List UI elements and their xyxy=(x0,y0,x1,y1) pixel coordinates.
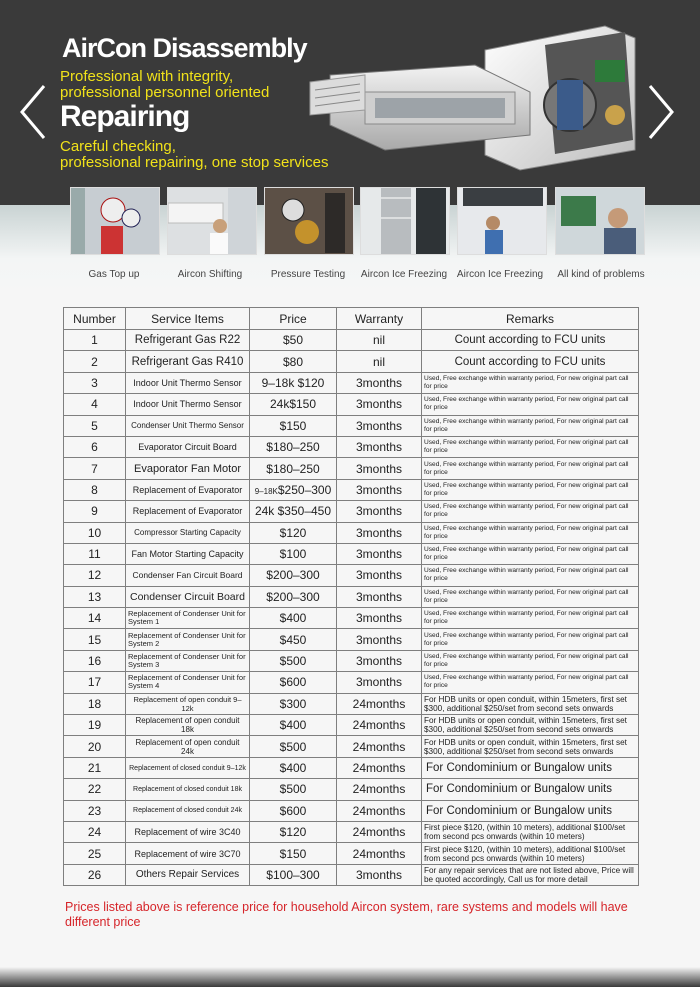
row-service-item: Replacement of closed conduit 18k xyxy=(126,779,250,800)
row-warranty: 3months xyxy=(337,543,422,564)
row-number: 24 xyxy=(64,821,126,842)
row-number: 12 xyxy=(64,565,126,586)
header-service-items: Service Items xyxy=(126,308,250,330)
row-number: 16 xyxy=(64,650,126,671)
row-remark: Used, Free exchange within warranty period, For new original part call for price xyxy=(422,565,639,586)
gallery-thumb-ice-2[interactable] xyxy=(457,187,547,255)
row-remark: Used, Free exchange within warranty period, For new original part call for price xyxy=(422,522,639,543)
row-warranty: 24months xyxy=(337,800,422,821)
table-row xyxy=(64,436,639,457)
row-warranty: 3months xyxy=(337,372,422,393)
row-number: 10 xyxy=(64,522,126,543)
row-remark: Used, Free exchange within warranty period, For new original part call for price xyxy=(422,501,639,522)
bottom-bar xyxy=(0,967,700,987)
row-number: 8 xyxy=(64,479,126,500)
row-service-item: Fan Motor Starting Capacity xyxy=(126,543,250,564)
table-row xyxy=(64,330,639,351)
table-row xyxy=(64,715,639,736)
hero-title-repairing: Repairing xyxy=(60,100,190,133)
row-service-item: Replacement of Condenser Unit for System 2 xyxy=(126,629,250,650)
row-price: $150 xyxy=(250,843,337,864)
row-service-item: Replacement of wire 3C70 xyxy=(126,843,250,864)
row-warranty: 3months xyxy=(337,415,422,436)
hero-sub-2a: Careful checking, xyxy=(60,138,176,155)
row-price: 24k$150 xyxy=(250,394,337,415)
row-number: 22 xyxy=(64,779,126,800)
table-row xyxy=(64,522,639,543)
table-row xyxy=(64,501,639,522)
row-remark: Used, Free exchange within warranty period, For new original part call for price xyxy=(422,543,639,564)
row-number: 21 xyxy=(64,757,126,778)
row-number: 1 xyxy=(64,330,126,351)
row-remark: Used, Free exchange within warranty period, For new original part call for price xyxy=(422,394,639,415)
row-price-prefix: 9–18K xyxy=(254,486,278,496)
row-price: $100 xyxy=(250,543,337,564)
row-price: $50 xyxy=(250,330,337,351)
row-remark: Used, Free exchange within warranty period, For new original part call for price xyxy=(422,586,639,607)
gallery-caption: All kind of problems xyxy=(557,269,645,280)
row-service-item: Indoor Unit Thermo Sensor xyxy=(126,372,250,393)
table-row xyxy=(64,757,639,778)
row-service-item: Condenser Unit Thermo Sensor xyxy=(126,415,250,436)
row-price: $120 xyxy=(250,821,337,842)
hero-title-disassembly: AirCon Disassembly xyxy=(62,33,307,63)
row-remark: Used, Free exchange within warranty period, For new original part call for price xyxy=(422,458,639,479)
row-remark: Used, Free exchange within warranty period, For new original part call for price xyxy=(422,372,639,393)
price-table xyxy=(63,307,639,886)
row-price: $100–300 xyxy=(250,864,337,885)
row-warranty: 3months xyxy=(337,565,422,586)
row-warranty: 3months xyxy=(337,586,422,607)
table-row xyxy=(64,394,639,415)
row-remark: Used, Free exchange within warranty period, For new original part call for price xyxy=(422,436,639,457)
gallery-thumb-pressure[interactable] xyxy=(264,187,354,255)
row-number: 7 xyxy=(64,458,126,479)
row-service-item: Condenser Fan Circuit Board xyxy=(126,565,250,586)
row-service-item: Replacement of wire 3C40 xyxy=(126,821,250,842)
hero-sub-2b: professional repairing, one stop services xyxy=(60,154,329,171)
row-remark: Used, Free exchange within warranty period, For new original part call for price xyxy=(422,608,639,629)
row-price xyxy=(250,479,337,500)
row-number: 20 xyxy=(64,736,126,757)
row-price: $400 xyxy=(250,757,337,778)
row-service-item: Replacement of closed conduit 9–12k xyxy=(126,757,250,778)
table-row xyxy=(64,693,639,714)
next-arrow-icon[interactable] xyxy=(646,84,676,140)
row-remark: Count according to FCU units xyxy=(422,351,639,372)
row-service-item: Refrigerant Gas R22 xyxy=(126,330,250,351)
table-row xyxy=(64,565,639,586)
header-number: Number xyxy=(64,308,126,330)
row-remark: For HDB units or open conduit, within 15meters, first set $300, additional $250/set from second sets onwards xyxy=(422,736,639,757)
row-warranty: 24months xyxy=(337,693,422,714)
row-price: $300 xyxy=(250,693,337,714)
row-remark: Used, Free exchange within warranty period, For new original part call for price xyxy=(422,650,639,671)
row-number: 6 xyxy=(64,436,126,457)
row-price: 24k $350–450 xyxy=(250,501,337,522)
gallery-thumb-shifting[interactable] xyxy=(167,187,257,255)
hero-sub-1a: Professional with integrity, xyxy=(60,68,234,85)
row-service-item: Compressor Starting Capacity xyxy=(126,522,250,543)
row-number: 26 xyxy=(64,864,126,885)
table-row xyxy=(64,629,639,650)
row-remark: Used, Free exchange within warranty period, For new original part call for price xyxy=(422,672,639,693)
table-row xyxy=(64,736,639,757)
row-service-item: Indoor Unit Thermo Sensor xyxy=(126,394,250,415)
table-row xyxy=(64,458,639,479)
row-price: $400 xyxy=(250,608,337,629)
row-service-item: Refrigerant Gas R410 xyxy=(126,351,250,372)
row-warranty: 3months xyxy=(337,458,422,479)
gallery-thumb-ice-1[interactable] xyxy=(360,187,450,255)
row-number: 2 xyxy=(64,351,126,372)
gallery-thumb-problems[interactable] xyxy=(555,187,645,255)
row-price-value: $250–300 xyxy=(277,482,332,497)
row-price: $150 xyxy=(250,415,337,436)
row-price: $200–300 xyxy=(250,586,337,607)
table-row xyxy=(64,479,639,500)
row-warranty: 3months xyxy=(337,608,422,629)
row-price: 9–18k $120 xyxy=(250,372,337,393)
row-remark: Used, Free exchange within warranty period, For new original part call for price xyxy=(422,629,639,650)
row-service-item: Others Repair Services xyxy=(126,864,250,885)
row-remark: For any repair services that are not listed above, Price will be quoted accordingly, Call us for more detail xyxy=(422,864,639,885)
prev-arrow-icon[interactable] xyxy=(18,84,48,140)
row-price: $80 xyxy=(250,351,337,372)
header-price: Price xyxy=(250,308,337,330)
row-price: $180–250 xyxy=(250,436,337,457)
row-number: 25 xyxy=(64,843,126,864)
row-remark: First piece $120, (within 10 meters), additional $100/set from second pcs onwards (within 10 meters) xyxy=(422,843,639,864)
row-warranty: 24months xyxy=(337,843,422,864)
pricing-footnote: Prices listed above is reference price for household Aircon system, rare systems and models will have different price xyxy=(65,900,628,929)
row-warranty: 24months xyxy=(337,715,422,736)
table-row xyxy=(64,543,639,564)
row-service-item: Replacement of Condenser Unit for System 4 xyxy=(126,672,250,693)
row-number: 4 xyxy=(64,394,126,415)
gallery-caption: Gas Top up xyxy=(88,269,140,280)
row-service-item: Replacement of open conduit 18k xyxy=(126,715,250,736)
row-remark: Count according to FCU units xyxy=(422,330,639,351)
row-price: $200–300 xyxy=(250,565,337,586)
row-warranty: 3months xyxy=(337,864,422,885)
row-remark: For HDB units or open conduit, within 15meters, first set $300, additional $250/set from second sets onwards xyxy=(422,715,639,736)
row-warranty: 3months xyxy=(337,629,422,650)
table-row xyxy=(64,650,639,671)
row-number: 23 xyxy=(64,800,126,821)
row-service-item: Replacement of Evaporator xyxy=(126,479,250,500)
table-row xyxy=(64,608,639,629)
row-remark: For Condominium or Bungalow units xyxy=(422,800,639,821)
row-service-item: Replacement of open conduit 9–12k xyxy=(126,693,250,714)
row-number: 5 xyxy=(64,415,126,436)
gallery-caption: Aircon Ice Freezing xyxy=(360,269,448,280)
row-service-item: Replacement of Condenser Unit for System 1 xyxy=(126,608,250,629)
gallery-thumb-gas[interactable] xyxy=(70,187,160,255)
row-warranty: 3months xyxy=(337,436,422,457)
hero-banner xyxy=(0,0,700,205)
row-service-item: Replacement of Evaporator xyxy=(126,501,250,522)
row-number: 3 xyxy=(64,372,126,393)
row-number: 18 xyxy=(64,693,126,714)
row-remark: Used, Free exchange within warranty period, For new original part call for price xyxy=(422,479,639,500)
row-service-item: Evaporator Fan Motor xyxy=(126,458,250,479)
row-warranty: 24months xyxy=(337,736,422,757)
row-price: $600 xyxy=(250,800,337,821)
table-row xyxy=(64,586,639,607)
row-price: $450 xyxy=(250,629,337,650)
row-number: 9 xyxy=(64,501,126,522)
table-row xyxy=(64,843,639,864)
row-price: $120 xyxy=(250,522,337,543)
row-number: 19 xyxy=(64,715,126,736)
table-row xyxy=(64,372,639,393)
row-number: 11 xyxy=(64,543,126,564)
row-warranty: 3months xyxy=(337,501,422,522)
row-price: $180–250 xyxy=(250,458,337,479)
row-warranty: 24months xyxy=(337,821,422,842)
table-row xyxy=(64,800,639,821)
row-remark: First piece $120, (within 10 meters), additional $100/set from second pcs onwards (within 10 meters) xyxy=(422,821,639,842)
gallery-caption: Aircon Shifting xyxy=(177,269,243,280)
header-remarks: Remarks xyxy=(422,308,639,330)
gallery-caption: Pressure Testing xyxy=(270,269,346,280)
row-warranty: 3months xyxy=(337,672,422,693)
row-price: $400 xyxy=(250,715,337,736)
row-warranty: nil xyxy=(337,330,422,351)
row-remark: For Condominium or Bungalow units xyxy=(422,757,639,778)
row-warranty: 3months xyxy=(337,650,422,671)
hero-sub-1b: professional personnel oriented xyxy=(60,84,270,101)
table-row xyxy=(64,821,639,842)
row-warranty: 3months xyxy=(337,394,422,415)
row-service-item: Replacement of Condenser Unit for System 3 xyxy=(126,650,250,671)
row-service-item: Replacement of closed conduit 24k xyxy=(126,800,250,821)
gallery-caption: Aircon Ice Freezing xyxy=(456,269,544,280)
row-number: 13 xyxy=(64,586,126,607)
table-row xyxy=(64,672,639,693)
row-price: $600 xyxy=(250,672,337,693)
row-warranty: nil xyxy=(337,351,422,372)
row-warranty: 3months xyxy=(337,522,422,543)
row-remark: Used, Free exchange within warranty period, For new original part call for price xyxy=(422,415,639,436)
row-remark: For Condominium or Bungalow units xyxy=(422,779,639,800)
aircon-units-illustration xyxy=(305,20,640,180)
row-service-item: Evaporator Circuit Board xyxy=(126,436,250,457)
row-number: 15 xyxy=(64,629,126,650)
table-row xyxy=(64,415,639,436)
table-header-row xyxy=(64,308,639,330)
row-warranty: 3months xyxy=(337,479,422,500)
table-row xyxy=(64,864,639,885)
row-number: 17 xyxy=(64,672,126,693)
header-warranty: Warranty xyxy=(337,308,422,330)
table-row xyxy=(64,779,639,800)
row-number: 14 xyxy=(64,608,126,629)
row-service-item: Replacement of open conduit 24k xyxy=(126,736,250,757)
row-remark: For HDB units or open conduit, within 15meters, first set $300, additional $250/set from second sets onwards xyxy=(422,693,639,714)
row-price: $500 xyxy=(250,736,337,757)
row-price: $500 xyxy=(250,650,337,671)
row-price: $500 xyxy=(250,779,337,800)
table-row xyxy=(64,351,639,372)
row-warranty: 24months xyxy=(337,757,422,778)
row-service-item: Condenser Circuit Board xyxy=(126,586,250,607)
row-warranty: 24months xyxy=(337,779,422,800)
